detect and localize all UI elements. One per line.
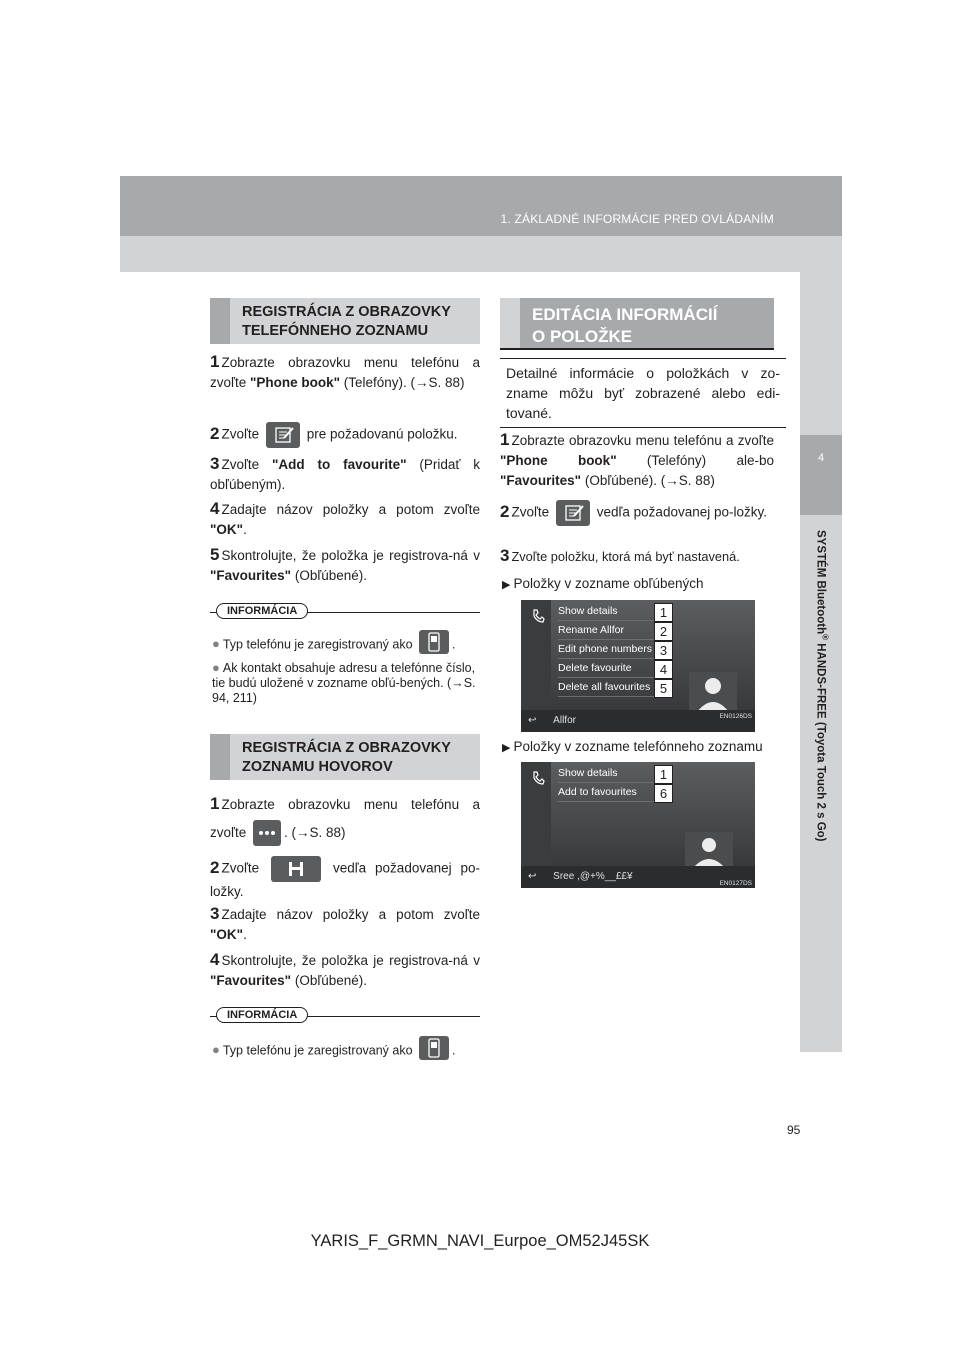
menu-row: Delete favourite (558, 659, 654, 678)
step-num: 3 (210, 454, 220, 473)
step-text: (Telefóny). (→S. 88) (340, 375, 465, 390)
info-bullet-1: ● Typ telefónu je zaregistrovaný ako . (212, 636, 482, 654)
step-bold: "Favourites" (500, 473, 582, 488)
bullet-text: Ak kontakt obsahuje adresu a telefónne číslo, tie budú uložené v zozname obľú-bených. (→S. 94, 211) (212, 661, 476, 705)
edit-icon (266, 422, 300, 448)
step-3 (210, 904, 480, 945)
step-num: 4 (210, 499, 220, 518)
screen-phonebook (521, 762, 755, 888)
info-pill: INFORMÁCIA (216, 1007, 308, 1023)
bullet-text: Typ telefónu je zaregistrovaný ako (222, 1043, 413, 1058)
callout-number: 2 (654, 622, 673, 641)
step-text: (Obľúbené). (→S. 88) (581, 473, 715, 488)
section-heading-phonebook-text: REGISTRÁCIA Z OBRAZOVKY TELEFÓNNEHO ZOZNAMU (242, 304, 451, 339)
step-text: Zobrazte obrazovku menu telefónu a zvoľte (511, 433, 774, 448)
section-heading-phonebook (210, 298, 480, 344)
menu-row: Edit phone numbers (558, 640, 654, 659)
step-num: 1 (500, 430, 510, 449)
step-num: 1 (210, 794, 220, 813)
callout-number: 3 (654, 641, 673, 660)
heading-line-1: EDITÁCIA INFORMÁCIÍ (532, 305, 718, 324)
step-text: vedľa požadovanej po-ložky. (596, 504, 767, 520)
step-bold: "Favourites" (210, 973, 292, 988)
callout-number: 1 (654, 765, 673, 784)
chapter-box (800, 435, 842, 515)
document-code: YARIS_F_GRMN_NAVI_Eurpoe_OM52J45SK (310, 1232, 650, 1250)
step-2 (210, 856, 480, 902)
step-text: (Obľúbené). (291, 568, 368, 583)
back-icon: ↩ (528, 871, 537, 882)
save-icon (271, 856, 321, 882)
menu-row: Add to favourites (558, 783, 654, 802)
step-bold: "Phone book" (249, 375, 341, 390)
heading-divider (500, 348, 774, 350)
step-text: (Telefóny) ale-bo (616, 453, 774, 468)
sub-heading-favourites (502, 574, 776, 595)
step-num: 2 (210, 857, 220, 877)
step-3 (210, 454, 480, 495)
step-text: . (→S. 88) (283, 825, 346, 840)
chapter-title-sup: ® (820, 634, 830, 641)
section-heading-edit-text (520, 298, 729, 348)
sub-heading-text: Položky v zozname telefónneho zoznamu (513, 739, 763, 754)
bullet-text: Typ telefónu je zaregistrovaný ako (222, 637, 413, 652)
contact-name: Allfor (553, 715, 576, 726)
image-code: EN0127DS (719, 880, 752, 887)
avatar-icon (685, 832, 733, 868)
info-label (216, 601, 308, 619)
section-heading-history-text: REGISTRÁCIA Z OBRAZOVKY ZOZNAMU HOVOROV (242, 740, 451, 775)
step-text: pre požadovanú položku. (306, 426, 458, 442)
step-num: 1 (210, 352, 220, 371)
step-bold: "OK" (210, 927, 244, 942)
screen-favourites (521, 600, 755, 732)
step-num: 3 (210, 904, 220, 923)
menu-row: Show details (558, 602, 654, 621)
phone-handset-icon (531, 770, 545, 786)
callout-number: 5 (654, 679, 673, 698)
step-4 (210, 950, 480, 991)
menu-row: Delete all favourites (558, 678, 654, 697)
step-text: . (243, 522, 247, 537)
info-label (216, 1005, 308, 1023)
bullet-text: . (452, 637, 456, 652)
bullet-text: . (452, 1043, 456, 1058)
step-text: Zadajte názov položky a potom zvoľte (221, 502, 480, 517)
bottom-bar (521, 710, 755, 732)
step-num: 5 (210, 545, 220, 564)
step-bold: "Phone book" (500, 453, 617, 468)
step-1 (500, 430, 774, 491)
bottom-bar (521, 866, 755, 888)
sub-heading-text: Položky v zozname obľúbených (513, 576, 704, 591)
chapter-number: 4 (817, 452, 825, 464)
step-num: 3 (500, 546, 510, 565)
step-num: 2 (210, 423, 220, 443)
step-text: Zvoľte (511, 504, 550, 520)
avatar-icon (689, 672, 737, 712)
chapter-title-a: SYSTÉM Bluetooth (814, 530, 827, 635)
step-3 (500, 546, 780, 567)
step-2 (210, 422, 480, 448)
step-num: 2 (500, 501, 510, 521)
sub-heading-phonebook (502, 737, 782, 758)
phone-handset-icon (531, 608, 545, 624)
menu-row: Show details (558, 764, 654, 783)
intro-text: Detailné informácie o položkách v zo-zname môžu byť zobrazené alebo edi-tované. (500, 358, 786, 428)
step-text: Skontrolujte, že položka je registrova-ná v (221, 548, 480, 563)
step-text: Zvoľte položku, ktorá má byť nastavená. (511, 549, 740, 564)
step-1 (210, 352, 480, 393)
heading-line-2: O POLOŽKE (532, 327, 633, 346)
step-text: (Pridať k obľúbeným). (210, 457, 480, 492)
section-header-title: 1. ZÁKLADNÉ INFORMÁCIE PRED OVLÁDANÍM (500, 212, 774, 226)
header-band (120, 176, 842, 236)
step-bold: "OK" (210, 522, 244, 537)
info-bullet-1: ● Typ telefónu je zaregistrovaný ako . (212, 1042, 482, 1060)
step-text: Zvoľte (221, 426, 260, 442)
section-heading-edit (500, 298, 774, 348)
triangle-icon: ▶ (502, 742, 511, 754)
step-text: Zadajte názov položky a potom zvoľte (221, 907, 480, 922)
back-icon: ↩ (528, 715, 537, 726)
step-text: . (243, 927, 247, 942)
step-bold: "Favourites" (210, 568, 292, 583)
triangle-icon: ▶ (502, 579, 511, 591)
step-4 (210, 499, 480, 540)
contact-name: Sree ,@+%__££¥ (553, 871, 633, 882)
image-code: EN0126DS (719, 713, 752, 720)
step-text: (Obľúbené). (291, 973, 368, 988)
callout-number: 1 (654, 603, 673, 622)
step-1 (210, 790, 480, 847)
step-text: Zvoľte (221, 860, 260, 876)
menu-row: Rename Allfor (558, 621, 654, 640)
edit-icon (556, 500, 590, 526)
phone-icon (419, 1036, 449, 1060)
step-num: 4 (210, 950, 220, 969)
header-strip (120, 236, 842, 272)
section-heading-history (210, 734, 480, 780)
more-icon (253, 820, 281, 846)
chapter-title (808, 530, 836, 890)
step-text: Zvoľte (221, 457, 273, 472)
step-5 (210, 545, 480, 586)
chapter-title-b: HANDS-FREE (Toyota Touch 2 s Go) (814, 640, 827, 842)
info-pill: INFORMÁCIA (216, 603, 308, 619)
phone-icon (419, 630, 449, 654)
callout-number: 6 (654, 784, 673, 803)
step-text: Skontrolujte, že položka je registrova-ná v (221, 953, 480, 968)
step-text: Zobrazte obrazovku menu telefónu a zvoľte (210, 797, 480, 840)
step-bold: "Add to favourite" (272, 457, 407, 472)
step-2 (500, 500, 774, 526)
page-number: 95 (787, 1123, 801, 1137)
step-text: Zobrazte obrazovku menu telefónu a zvoľte (210, 355, 480, 390)
callout-number: 4 (654, 660, 673, 679)
step-text: vedľa požadovanej po-ložky. (210, 860, 480, 899)
info-bullet-2: ● Ak kontakt obsahuje adresu a telefónne číslo, tie budú uložené v zozname obľú-bených. (→S. 94, 211) (212, 660, 476, 705)
